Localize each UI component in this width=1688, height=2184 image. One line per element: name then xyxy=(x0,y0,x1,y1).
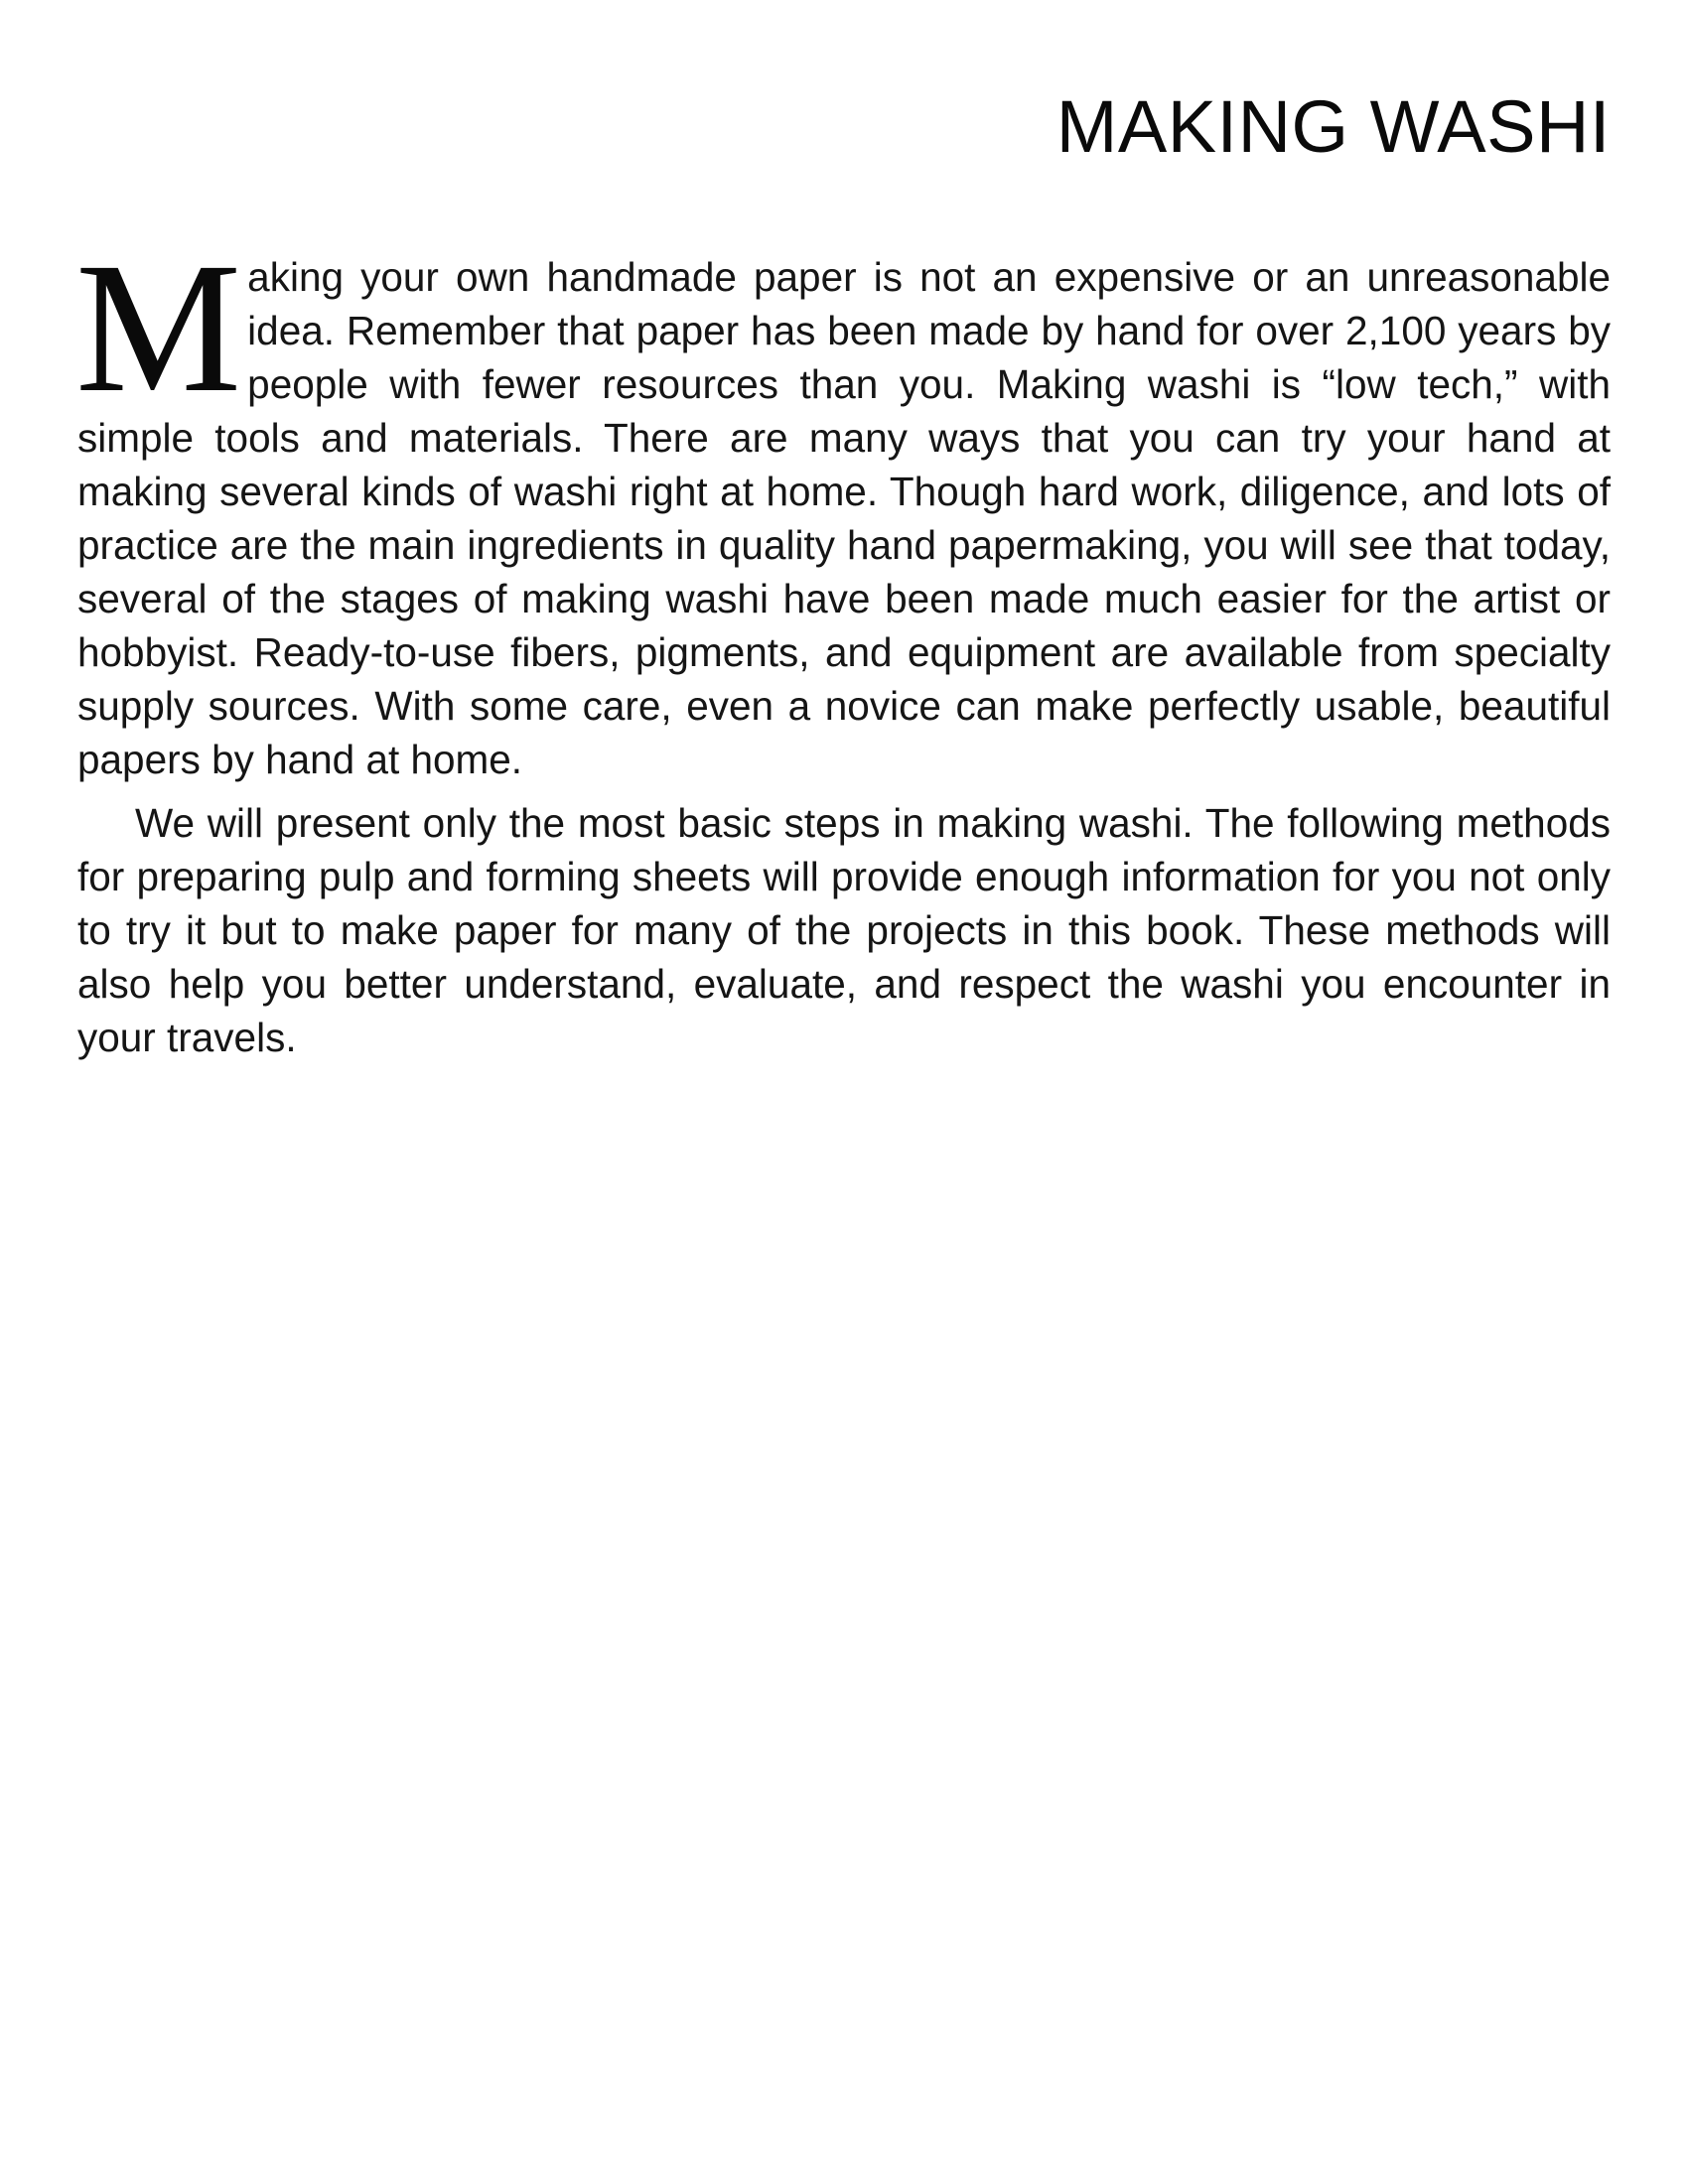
paragraph-2: We will present only the most basic steps in making washi. The following methods for preparing pulp and forming sheets will provide enough information for you not only to try it but to make paper for many of the projects in this book. These methods will also help you better understand, evaluate, and respect the washi you encounter in your travels. xyxy=(77,800,1611,1060)
paragraph-1-text: aking your own handmade paper is not an expensive or an unreasonable idea. Remember that paper has been made by hand for over 2,100 years by people with fewer resources than you. Making washi is “low tech,” with simple tools and materials. There are many ways that you can try your hand at making several kinds of washi right at home. Though hard work, diligence, and lots of practice are the main ingredients in quality hand papermaking, you will see that today, several of the stages of making washi have been made much easier for the artist or hobbyist. Ready-to-use fibers, pigments, and equipment are available from specialty supply sources. With some care, even a novice can make perfectly usable, beautiful papers by hand at home. xyxy=(77,254,1611,782)
page-title: MAKING WASHI xyxy=(1055,85,1611,168)
paragraph-1 xyxy=(75,223,1611,786)
body-text xyxy=(75,223,1611,1064)
drop-cap: M xyxy=(75,223,242,431)
